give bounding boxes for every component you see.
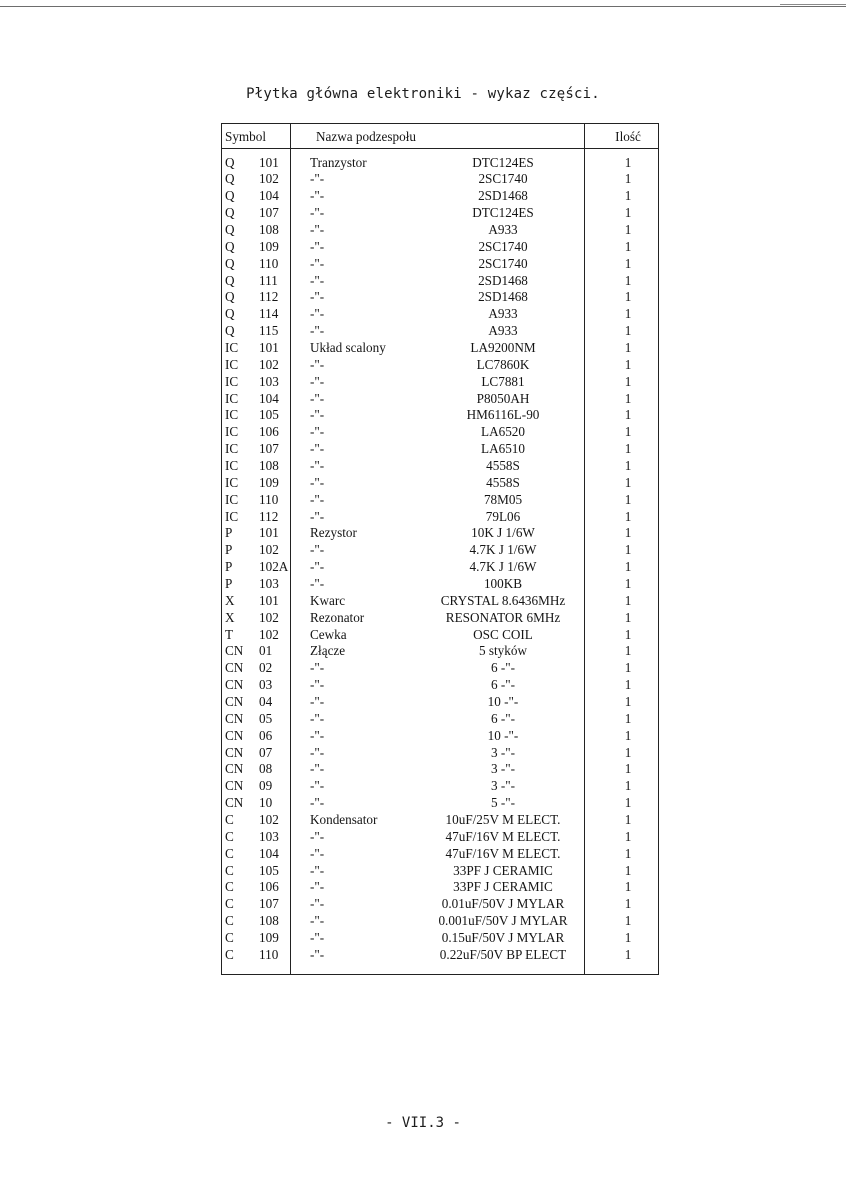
part-value: 4558S [486, 474, 520, 490]
table-row [222, 475, 658, 492]
symbol-prefix: CN [225, 660, 244, 676]
symbol-number: 107 [259, 441, 279, 457]
part-value: 2SC1740 [478, 171, 528, 187]
symbol-number: 08 [259, 761, 273, 777]
part-value: LA6510 [481, 441, 525, 457]
part-name: -"- [310, 508, 325, 524]
part-quantity: 1 [624, 154, 632, 170]
part-quantity: 1 [624, 694, 632, 710]
part-name: -"- [310, 356, 325, 372]
part-name: -"- [310, 238, 325, 254]
part-quantity: 1 [624, 323, 632, 339]
part-value: 2SD1468 [478, 188, 528, 204]
table-row [222, 896, 658, 913]
part-value: 4558S [486, 457, 520, 473]
part-name: -"- [310, 744, 325, 760]
symbol-prefix: Q [225, 238, 235, 254]
symbol-number: 101 [259, 592, 279, 608]
part-quantity: 1 [624, 373, 632, 389]
symbol-number: 101 [259, 525, 279, 541]
symbol-prefix: P [225, 576, 233, 591]
symbol-number: 103 [259, 828, 279, 844]
part-value: 3 -"- [490, 778, 516, 794]
part-name: -"- [310, 255, 325, 271]
part-quantity: 1 [624, 677, 632, 693]
part-name: -"- [310, 424, 325, 440]
symbol-number: 102 [259, 812, 279, 828]
part-value: 33PF J CERAMIC [453, 862, 553, 878]
part-value: 10uF/25V M ELECT. [445, 812, 561, 828]
part-value: 2SC1740 [478, 255, 528, 271]
part-value: A933 [488, 323, 518, 339]
part-quantity: 1 [624, 913, 632, 929]
part-value: P8050AH [476, 390, 530, 406]
table-row [222, 155, 658, 172]
table-row [222, 205, 658, 222]
symbol-prefix: Q [225, 306, 235, 322]
table-row [222, 391, 658, 408]
symbol-prefix: X [225, 592, 235, 608]
symbol-prefix: CN [225, 643, 244, 659]
part-value: HM6116L-90 [466, 407, 540, 423]
part-quantity: 1 [624, 339, 632, 355]
part-quantity: 1 [624, 542, 632, 558]
part-value: 79L06 [485, 508, 521, 524]
part-name: -"- [310, 491, 325, 507]
symbol-prefix: CN [225, 727, 244, 743]
header-qty: Ilość [615, 129, 641, 144]
table-row [222, 745, 658, 762]
part-value: 3 -"- [490, 761, 516, 777]
part-value: 6 -"- [490, 660, 516, 676]
symbol-number: 106 [259, 424, 279, 440]
symbol-prefix: CN [225, 744, 244, 760]
part-quantity: 1 [624, 491, 632, 507]
part-quantity: 1 [624, 289, 632, 305]
symbol-prefix: CN [225, 795, 244, 811]
part-quantity: 1 [624, 592, 632, 608]
part-value: 78M05 [483, 491, 523, 507]
part-name: -"- [310, 778, 325, 794]
part-name: -"- [310, 761, 325, 777]
part-value: 10 -"- [487, 727, 519, 743]
part-value: DTC124ES [472, 205, 534, 221]
part-name: -"- [310, 373, 325, 389]
part-quantity: 1 [624, 559, 632, 575]
symbol-prefix: Q [225, 171, 235, 187]
symbol-prefix: CN [225, 778, 244, 794]
symbol-prefix: CN [225, 694, 244, 710]
symbol-number: 01 [259, 643, 273, 659]
header-symbol: Symbol [225, 129, 267, 144]
part-value: OSC COIL [473, 626, 533, 642]
table-row [222, 593, 658, 610]
table-row [222, 576, 658, 593]
part-value: LC7860K [476, 356, 530, 372]
symbol-prefix: IC [225, 508, 239, 524]
part-value: CRYSTAL 8.6436MHz [440, 592, 566, 608]
table-row [222, 458, 658, 475]
table-row [222, 171, 658, 188]
part-quantity: 1 [624, 761, 632, 777]
part-quantity: 1 [624, 255, 632, 271]
symbol-number: 105 [259, 862, 279, 878]
table-row [222, 846, 658, 863]
table-row [222, 930, 658, 947]
part-name: Kwarc [310, 592, 346, 608]
part-name: -"- [310, 323, 325, 339]
part-value: DTC124ES [472, 154, 534, 170]
part-name: Rezonator [310, 609, 365, 625]
symbol-prefix: C [225, 828, 234, 844]
part-name: -"- [310, 441, 325, 457]
table-row [222, 711, 658, 728]
table-row [222, 677, 658, 694]
table-row [222, 239, 658, 256]
symbol-number: 112 [259, 508, 279, 524]
part-name: -"- [310, 913, 325, 929]
part-name: -"- [310, 474, 325, 490]
symbol-number: 104 [259, 845, 279, 861]
part-quantity: 1 [624, 626, 632, 642]
part-name: -"- [310, 407, 325, 423]
symbol-prefix: Q [225, 255, 235, 271]
symbol-number: 102 [259, 542, 279, 558]
part-name: -"- [310, 862, 325, 878]
part-name: -"- [310, 795, 325, 811]
part-value: LA9200NM [470, 339, 536, 355]
part-value: 33PF J CERAMIC [453, 879, 553, 895]
scan-top-rule [0, 6, 846, 7]
part-value: 47uF/16V M ELECT. [445, 845, 561, 861]
symbol-prefix: IC [225, 356, 239, 372]
part-name: -"- [310, 660, 325, 676]
part-value: 0.15uF/50V J MYLAR [441, 930, 565, 946]
symbol-prefix: T [225, 626, 234, 642]
part-name: -"- [310, 221, 325, 237]
parts-table [221, 123, 659, 975]
part-name: -"- [310, 576, 325, 591]
part-name: -"- [310, 710, 325, 726]
part-quantity: 1 [624, 795, 632, 811]
table-row [222, 829, 658, 846]
part-quantity: 1 [624, 205, 632, 221]
part-quantity: 1 [624, 525, 632, 541]
symbol-number: 102 [259, 171, 279, 187]
symbol-number: 110 [259, 491, 279, 507]
symbol-prefix: Q [225, 272, 235, 288]
symbol-prefix: Q [225, 289, 235, 305]
symbol-number: 07 [259, 744, 273, 760]
part-value: 10K J 1/6W [471, 525, 535, 541]
part-value: 3 -"- [490, 744, 516, 760]
symbol-number: 102 [259, 609, 279, 625]
symbol-prefix: CN [225, 677, 244, 693]
part-value: 0.01uF/50V J MYLAR [441, 896, 565, 912]
table-row [222, 424, 658, 441]
part-quantity: 1 [624, 221, 632, 237]
part-quantity: 1 [624, 879, 632, 895]
part-name: -"- [310, 559, 325, 575]
table-row [222, 273, 658, 290]
part-value: 6 -"- [490, 710, 516, 726]
symbol-prefix: IC [225, 373, 239, 389]
symbol-prefix: C [225, 946, 234, 962]
symbol-prefix: C [225, 913, 234, 929]
symbol-number: 104 [259, 390, 279, 406]
part-quantity: 1 [624, 457, 632, 473]
part-value: 100KB [483, 576, 523, 591]
symbol-number: 110 [259, 255, 279, 271]
symbol-number: 115 [259, 323, 279, 339]
part-value: A933 [488, 221, 518, 237]
symbol-number: 108 [259, 221, 279, 237]
symbol-prefix: Q [225, 154, 235, 170]
part-name: -"- [310, 694, 325, 710]
symbol-number: 103 [259, 576, 279, 591]
page-title: Płytka główna elektroniki - wykaz części. [246, 86, 600, 102]
part-name: -"- [310, 457, 325, 473]
symbol-prefix: IC [225, 424, 239, 440]
part-quantity: 1 [624, 508, 632, 524]
part-quantity: 1 [624, 930, 632, 946]
part-quantity: 1 [624, 812, 632, 828]
part-value: 0.001uF/50V J MYLAR [438, 913, 568, 929]
part-quantity: 1 [624, 272, 632, 288]
table-row [222, 795, 658, 812]
header-name: Nazwa podzespołu [316, 129, 416, 144]
part-name: -"- [310, 306, 325, 322]
part-value: 2SD1468 [478, 272, 528, 288]
part-quantity: 1 [624, 171, 632, 187]
scan-top-rule-edge [780, 4, 846, 5]
symbol-number: 109 [259, 930, 279, 946]
symbol-prefix: C [225, 879, 234, 895]
symbol-prefix: CN [225, 761, 244, 777]
table-row [222, 879, 658, 896]
symbol-number: 03 [259, 677, 273, 693]
part-value: 2SD1468 [478, 289, 528, 305]
table-row [222, 660, 658, 677]
symbol-prefix: IC [225, 339, 239, 355]
part-quantity: 1 [624, 576, 632, 591]
symbol-prefix: CN [225, 710, 244, 726]
part-name: -"- [310, 272, 325, 288]
table-row [222, 812, 658, 829]
part-name: -"- [310, 946, 325, 962]
symbol-prefix: C [225, 896, 234, 912]
symbol-number: 02 [259, 660, 273, 676]
table-row [222, 188, 658, 205]
symbol-prefix: Q [225, 188, 235, 204]
symbol-number: 10 [259, 795, 273, 811]
symbol-number: 108 [259, 913, 279, 929]
page-number: - VII.3 - [385, 1115, 461, 1131]
part-value: 2SC1740 [478, 238, 528, 254]
part-name: -"- [310, 171, 325, 187]
part-quantity: 1 [624, 609, 632, 625]
symbol-number: 106 [259, 879, 279, 895]
symbol-prefix: IC [225, 441, 239, 457]
part-name: -"- [310, 828, 325, 844]
part-quantity: 1 [624, 710, 632, 726]
symbol-number: 104 [259, 188, 279, 204]
table-row [222, 913, 658, 930]
table-row [222, 289, 658, 306]
part-quantity: 1 [624, 474, 632, 490]
part-name: -"- [310, 677, 325, 693]
part-name: -"- [310, 390, 325, 406]
symbol-number: 112 [259, 289, 279, 305]
symbol-number: 102 [259, 626, 279, 642]
part-quantity: 1 [624, 778, 632, 794]
table-row [222, 492, 658, 509]
symbol-prefix: P [225, 559, 233, 575]
symbol-number: 103 [259, 373, 279, 389]
symbol-number: 114 [259, 306, 279, 322]
part-value: LA6520 [481, 424, 525, 440]
part-quantity: 1 [624, 643, 632, 659]
symbol-number: 111 [259, 272, 278, 288]
part-quantity: 1 [624, 356, 632, 372]
table-row [222, 863, 658, 880]
part-quantity: 1 [624, 744, 632, 760]
part-quantity: 1 [624, 238, 632, 254]
table-row [222, 306, 658, 323]
part-quantity: 1 [624, 407, 632, 423]
part-name: Tranzystor [310, 154, 367, 170]
part-name: -"- [310, 879, 325, 895]
symbol-number: 109 [259, 474, 279, 490]
symbol-number: 06 [259, 727, 273, 743]
part-name: -"- [310, 727, 325, 743]
part-quantity: 1 [624, 727, 632, 743]
symbol-prefix: IC [225, 407, 239, 423]
symbol-prefix: Q [225, 323, 235, 339]
part-quantity: 1 [624, 306, 632, 322]
header-divider [222, 148, 658, 149]
part-name: -"- [310, 188, 325, 204]
part-name: -"- [310, 542, 325, 558]
table-row [222, 559, 658, 576]
table-row [222, 947, 658, 964]
symbol-number: 102 [259, 356, 279, 372]
symbol-number: 108 [259, 457, 279, 473]
symbol-number: 109 [259, 238, 279, 254]
part-name: Złącze [310, 643, 346, 659]
part-value: 47uF/16V M ELECT. [445, 828, 561, 844]
part-name: -"- [310, 930, 325, 946]
symbol-prefix: C [225, 862, 234, 878]
symbol-prefix: Q [225, 221, 235, 237]
part-name: Cewka [310, 626, 347, 642]
part-value: RESONATOR 6MHz [445, 609, 561, 625]
part-name: Rezystor [310, 525, 357, 541]
symbol-number: 101 [259, 339, 279, 355]
symbol-prefix: IC [225, 457, 239, 473]
symbol-number: 09 [259, 778, 273, 794]
symbol-number: 110 [259, 946, 279, 962]
symbol-number: 101 [259, 154, 279, 170]
part-quantity: 1 [624, 188, 632, 204]
symbol-prefix: X [225, 609, 235, 625]
symbol-prefix: Q [225, 205, 235, 221]
table-row [222, 357, 658, 374]
part-value: 0.22uF/50V BP ELECT [439, 946, 567, 962]
symbol-number: 107 [259, 205, 279, 221]
symbol-prefix: C [225, 812, 234, 828]
part-quantity: 1 [624, 896, 632, 912]
table-row [222, 340, 658, 357]
symbol-number: 102A [259, 559, 289, 575]
table-row [222, 407, 658, 424]
table-row [222, 610, 658, 627]
part-value: 4.7K J 1/6W [469, 559, 537, 575]
table-row [222, 627, 658, 644]
part-value: 6 -"- [490, 677, 516, 693]
table-row [222, 256, 658, 273]
symbol-prefix: P [225, 542, 233, 558]
part-value: 5 -"- [490, 795, 516, 811]
part-quantity: 1 [624, 862, 632, 878]
table-row [222, 374, 658, 391]
table-row [222, 643, 658, 660]
table-row [222, 525, 658, 542]
symbol-prefix: P [225, 525, 233, 541]
symbol-prefix: IC [225, 390, 239, 406]
part-value: A933 [488, 306, 518, 322]
part-value: LC7881 [481, 373, 525, 389]
symbol-prefix: C [225, 930, 234, 946]
symbol-number: 105 [259, 407, 279, 423]
symbol-number: 107 [259, 896, 279, 912]
part-name: Układ scalony [310, 339, 386, 355]
part-name: Kondensator [310, 812, 378, 828]
table-row [222, 323, 658, 340]
part-value: 5 styków [479, 643, 527, 659]
part-name: -"- [310, 289, 325, 305]
symbol-prefix: IC [225, 491, 239, 507]
table-row [222, 728, 658, 745]
part-quantity: 1 [624, 660, 632, 676]
symbol-prefix: C [225, 845, 234, 861]
table-row [222, 441, 658, 458]
table-row [222, 761, 658, 778]
part-quantity: 1 [624, 424, 632, 440]
symbol-number: 04 [259, 694, 273, 710]
table-row [222, 509, 658, 526]
table-row [222, 542, 658, 559]
symbol-number: 05 [259, 710, 273, 726]
part-quantity: 1 [624, 946, 632, 962]
part-value: 10 -"- [487, 694, 519, 710]
part-name: -"- [310, 845, 325, 861]
part-quantity: 1 [624, 390, 632, 406]
table-row [222, 778, 658, 795]
part-quantity: 1 [624, 845, 632, 861]
table-row [222, 694, 658, 711]
part-quantity: 1 [624, 441, 632, 457]
symbol-prefix: IC [225, 474, 239, 490]
part-quantity: 1 [624, 828, 632, 844]
table-row [222, 222, 658, 239]
part-value: 4.7K J 1/6W [469, 542, 537, 558]
part-name: -"- [310, 205, 325, 221]
part-name: -"- [310, 896, 325, 912]
